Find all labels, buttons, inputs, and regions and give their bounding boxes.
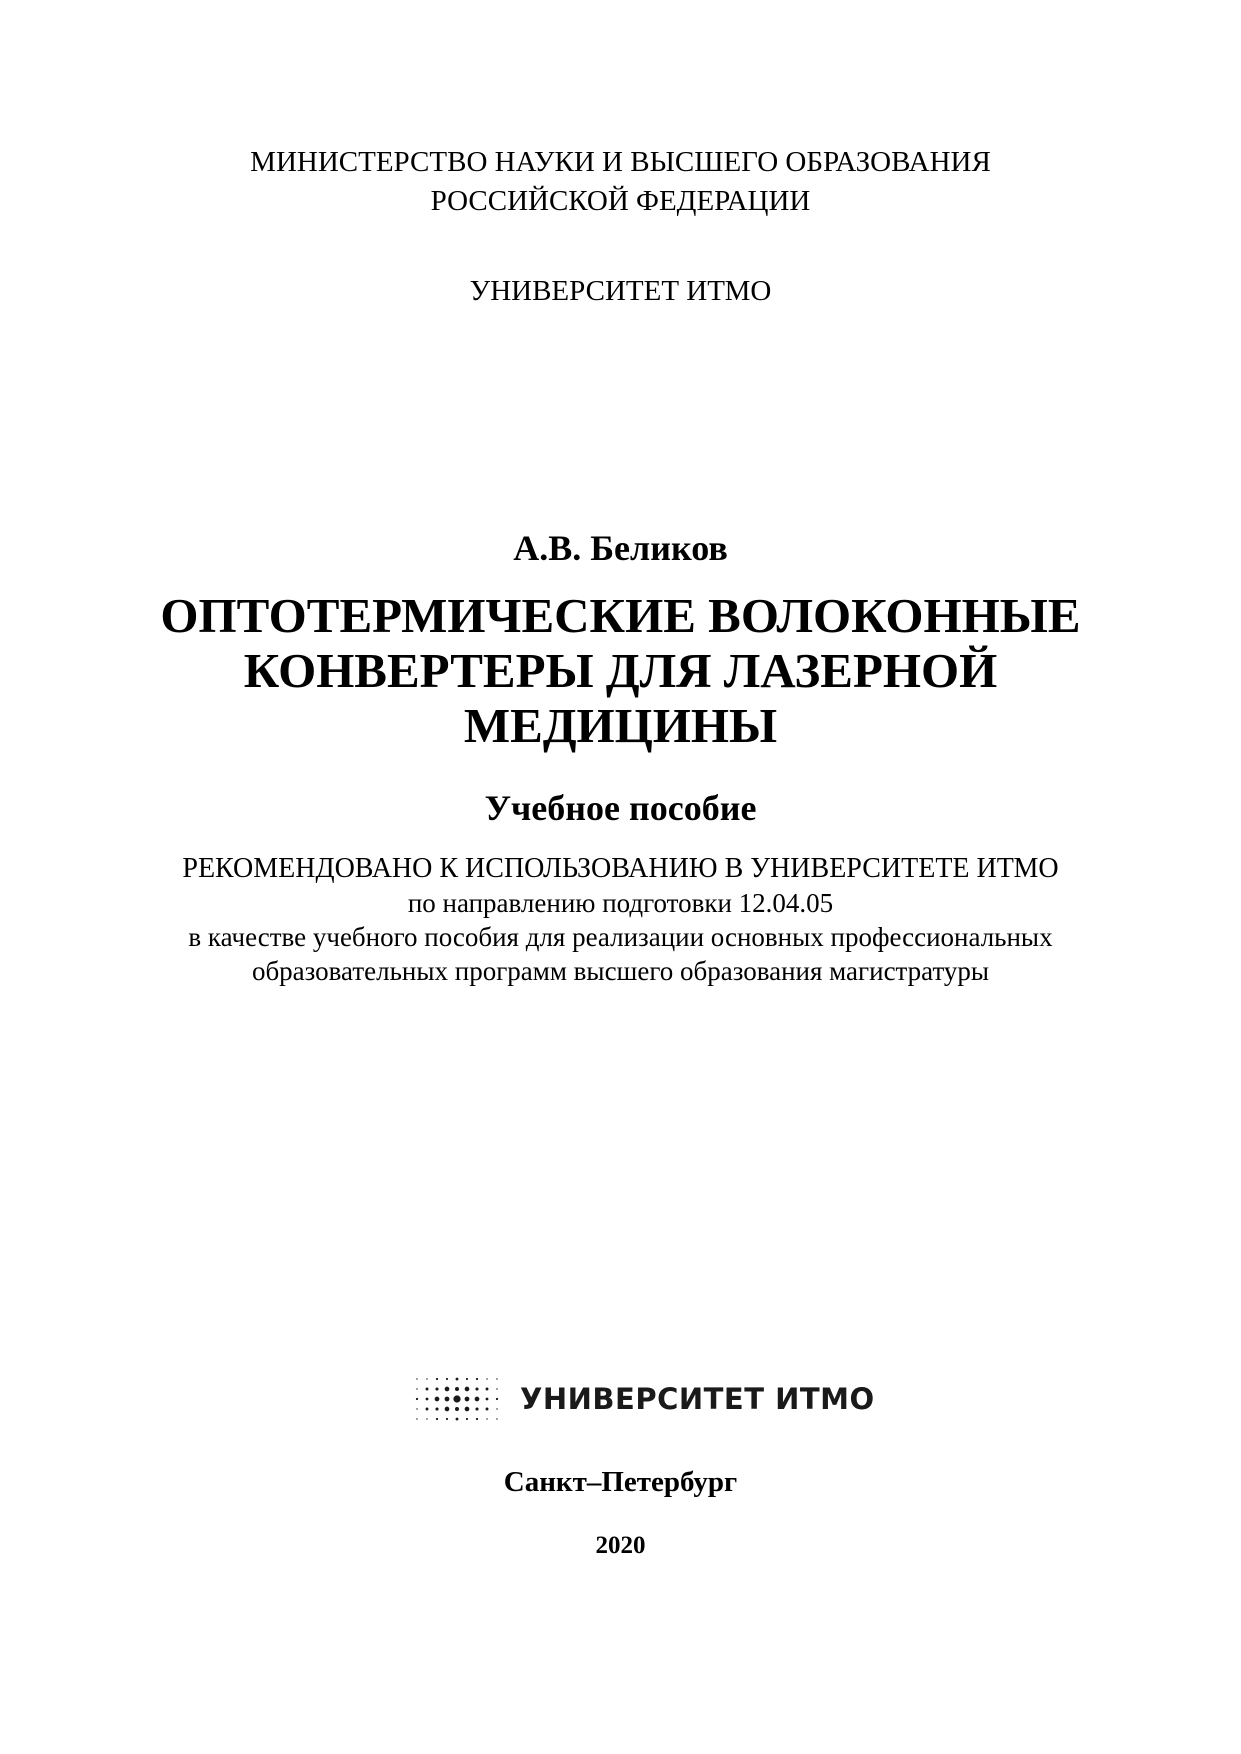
logo-dot [445,1397,450,1402]
itmo-logo [411,1373,875,1425]
logo-dot [455,1387,459,1391]
logo-dot [446,1378,448,1380]
book-title-line-3: МЕДИЦИНЫ [463,698,778,753]
book-title-line-2: КОНВЕРТЕРЫ ДЛЯ ЛАЗЕРНОЙ [243,643,998,698]
logo-dot [456,1418,459,1421]
logo-dot [486,1398,489,1401]
author-name: А.В. Беликов [513,528,728,568]
ministry-line-1: МИНИСТЕРСТВО НАУКИ И ВЫСШЕГО ОБРАЗОВАНИЯ [250,146,991,178]
logo-dot [436,1378,438,1380]
logo-dot [496,1418,497,1419]
logo-dot [416,1398,418,1400]
logo-dot [416,1408,417,1409]
logo-dot [455,1407,459,1411]
publication-year: 2020 [595,1532,646,1559]
logo-dot [446,1418,448,1420]
logo-dot [445,1407,450,1412]
recommendation-line-3: в качестве учебного пособия для реализации основных профессиональных [188,922,1053,952]
recommendation-text [0,852,1241,988]
ministry-line-2: РОССИЙСКОЙ ФЕДЕРАЦИИ [430,185,811,217]
itmo-dots-logo-icon [411,1373,506,1425]
logo-dot [416,1418,417,1419]
logo-dot [466,1418,468,1420]
logo-dot [496,1378,497,1379]
logo-dot [426,1388,429,1391]
logo-dot [426,1418,427,1419]
book-subtitle: Учебное пособие [484,788,757,828]
logo-dot [486,1388,489,1391]
logo-dot [435,1387,438,1390]
logo-dot [486,1418,487,1419]
logo-dot [435,1397,440,1402]
book-title-line-1: ОПТОТЕРМИЧЕСКИЕ ВОЛОКОННЫЕ [160,588,1081,643]
recommendation-line-1: РЕКОМЕНДОВАНО К ИСПОЛЬЗОВАНИЮ В УНИВЕРСИТЕТЕ ИТМО [182,853,1059,884]
logo-dot [476,1378,478,1380]
logo-dot [466,1378,468,1380]
book-title [0,588,1241,753]
logo-dot [475,1397,480,1402]
logo-text: УНИВЕРСИТЕТ ИТМО [520,1382,875,1416]
logo-dot [426,1408,429,1411]
logo-dot [476,1418,478,1420]
ministry-heading [0,143,1241,221]
logo-dot [445,1387,450,1392]
publication-city: Санкт–Петербург [503,1466,738,1498]
recommendation-line-4: образовательных программ высшего образования магистратуры [251,956,990,986]
logo-dot [416,1388,417,1389]
logo-dot [496,1398,498,1400]
logo-dot [453,1395,460,1402]
logo-dot [465,1387,470,1392]
university-name: УНИВЕРСИТЕТ ИТМО [469,275,772,307]
logo-dot [456,1378,459,1381]
logo-dot [426,1378,427,1379]
logo-dot [475,1387,478,1390]
logo-dot [465,1407,470,1412]
logo-dot [426,1398,429,1401]
logo-dot [416,1378,417,1379]
recommendation-line-2: по направлению подготовки 12.04.05 [407,888,834,918]
logo-dot [435,1407,438,1410]
logo-dot [436,1418,438,1420]
logo-dot [496,1388,497,1389]
logo-dot [475,1407,478,1410]
logo-dot [465,1397,470,1402]
logo-dot [486,1378,487,1379]
logo-dot [496,1408,497,1409]
logo-dot [486,1408,489,1411]
